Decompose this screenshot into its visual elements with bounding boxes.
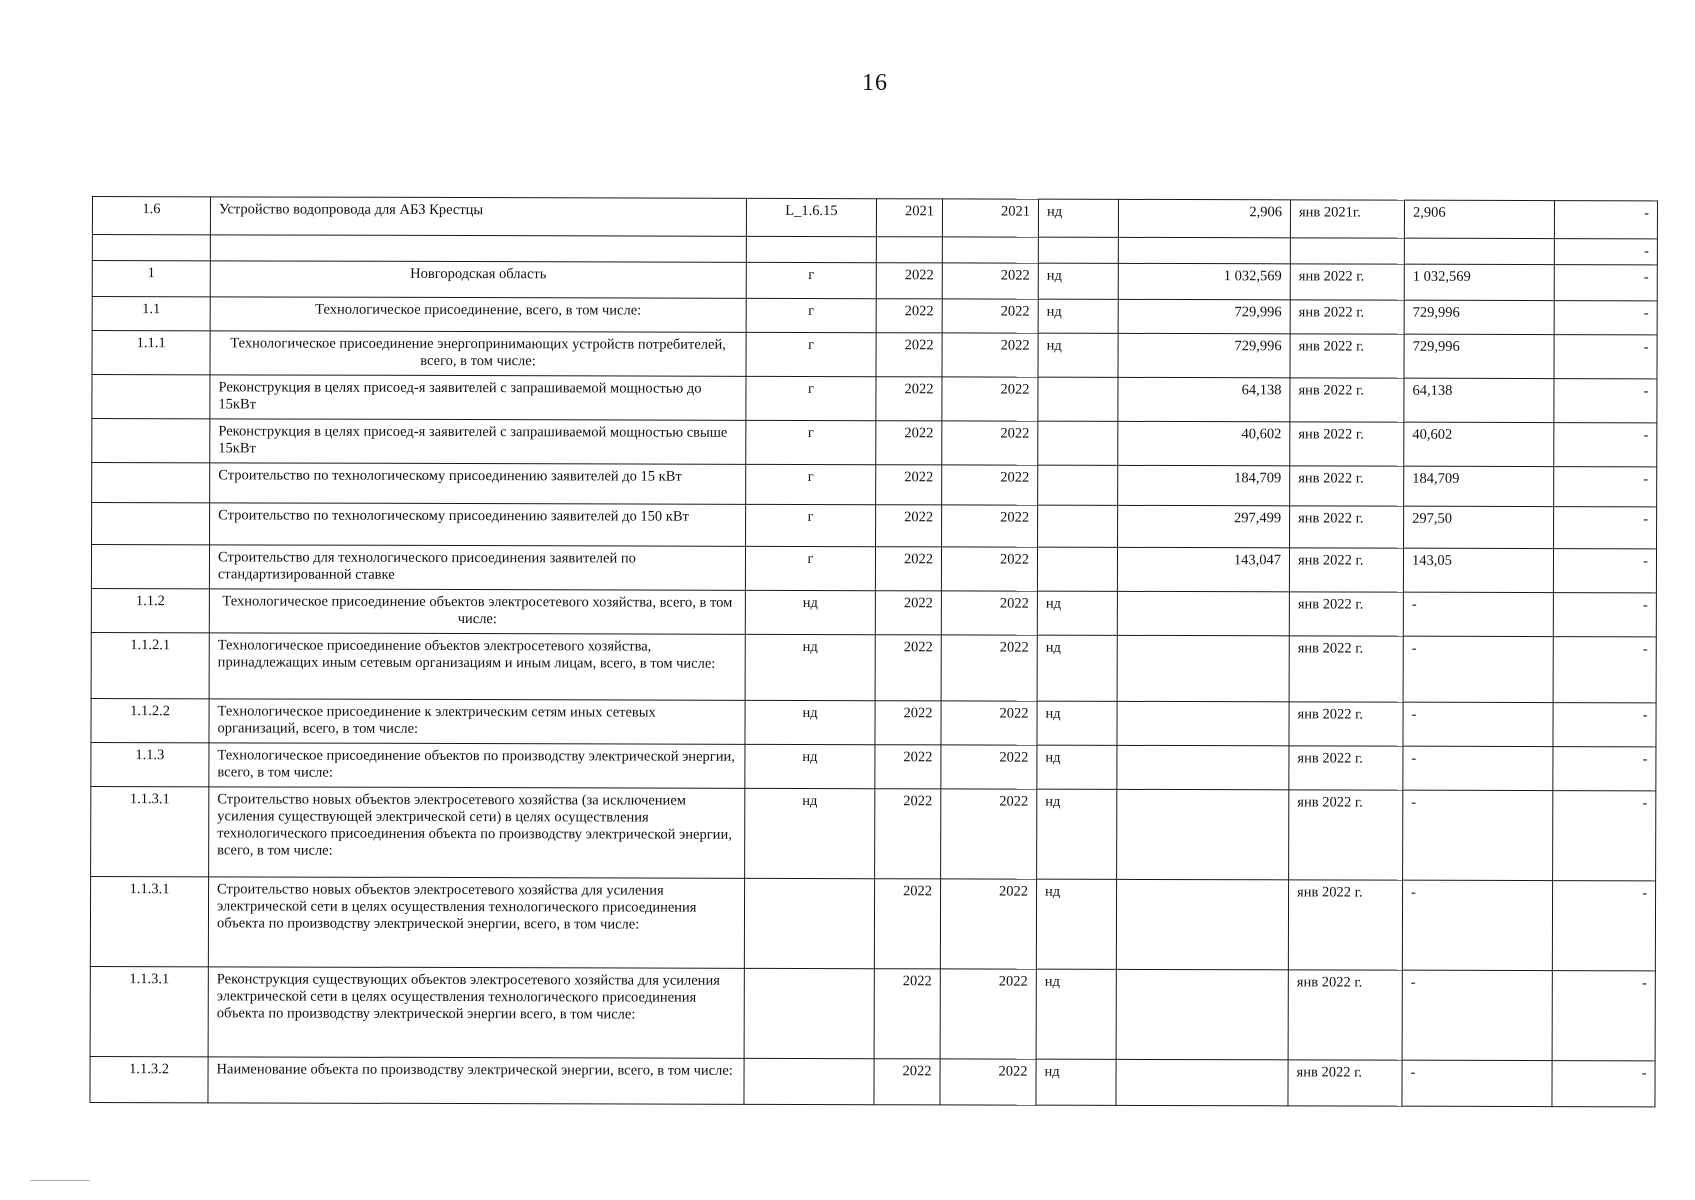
item-number-cell	[92, 463, 210, 503]
project-code-cell: г	[746, 332, 876, 376]
table-row	[92, 331, 1657, 379]
project-code-cell: нд	[745, 788, 875, 878]
end-year-cell: 2022	[940, 969, 1036, 1059]
value-cell	[1117, 591, 1289, 635]
price-date-cell	[1290, 238, 1404, 264]
start-year-cell: 2022	[875, 701, 941, 745]
value-cell	[1118, 237, 1290, 263]
end-year-cell: 2022	[941, 701, 1037, 745]
price-date-cell: янв 2022 г.	[1289, 636, 1403, 702]
item-number-cell: 1.1.2.1	[91, 632, 209, 698]
item-number-cell	[91, 545, 209, 589]
start-year-cell: 2022	[876, 465, 942, 505]
value-cell	[1116, 1059, 1288, 1105]
project-code-cell	[746, 236, 876, 262]
remaining-cell: -	[1552, 881, 1655, 971]
end-year-cell: 2022	[942, 263, 1038, 299]
item-number-cell: 1.1.3.1	[91, 786, 209, 876]
start-year-cell: 2022	[874, 1059, 940, 1105]
project-code-cell: г	[746, 376, 876, 420]
status-cell: нд	[1038, 263, 1118, 299]
end-year-cell: 2022	[942, 333, 1038, 377]
remaining-cell: -	[1554, 507, 1657, 549]
remaining-cell: -	[1553, 637, 1656, 703]
item-name-cell: Технологическое присоединение, всего, в том числе:	[210, 297, 746, 332]
status-cell: нд	[1038, 199, 1118, 237]
item-name-cell: Технологическое присоединение к электрическим сетям иных сетевых организаций, всего, в том числе:	[209, 699, 745, 744]
investment-table	[89, 196, 1658, 1107]
value-cell: 297,499	[1118, 505, 1290, 547]
end-year-cell: 2022	[942, 505, 1038, 547]
total-value-cell: -	[1402, 970, 1552, 1060]
remaining-cell: -	[1553, 593, 1656, 637]
total-value-cell: 297,50	[1404, 506, 1554, 548]
remaining-cell: -	[1554, 467, 1657, 507]
item-number-cell: 1.1.3.1	[90, 966, 208, 1056]
status-cell: нд	[1036, 969, 1116, 1059]
total-value-cell: 729,996	[1404, 300, 1554, 334]
status-cell: нд	[1038, 333, 1118, 377]
project-code-cell: г	[746, 262, 876, 298]
value-cell: 2,906	[1118, 199, 1290, 237]
start-year-cell: 2022	[876, 333, 942, 377]
end-year-cell: 2022	[940, 879, 1036, 969]
remaining-cell: -	[1554, 239, 1657, 265]
item-name-cell: Реконструкция в целях присоед-я заявителей с запрашиваемой мощностью свыше 15кВт	[210, 419, 746, 464]
total-value-cell: 184,709	[1404, 466, 1554, 506]
remaining-cell: -	[1554, 335, 1657, 379]
item-number-cell	[92, 235, 210, 261]
value-cell	[1116, 879, 1288, 969]
total-value-cell: -	[1402, 1060, 1552, 1106]
item-number-cell	[92, 419, 210, 463]
value-cell	[1117, 745, 1289, 789]
project-code-cell: г	[746, 298, 876, 332]
project-code-cell: нд	[745, 634, 875, 700]
start-year-cell: 2022	[876, 505, 942, 547]
remaining-cell: -	[1553, 549, 1656, 593]
item-number-cell: 1.6	[92, 197, 210, 235]
price-date-cell: янв 2022 г.	[1290, 422, 1404, 466]
item-name-cell: Строительство новых объектов электросетевого хозяйства для усиления электрической сети в целях осуществления технологического присоединения объекта по производству электрической энергии, всего, в том числе:	[208, 877, 744, 968]
item-name-cell: Технологическое присоединение объектов электросетевого хозяйства, всего, в том числе:	[209, 589, 745, 634]
item-name-cell: Строительство по технологическому присоединению заявителей до 150 кВт	[210, 503, 746, 546]
remaining-cell: -	[1554, 423, 1657, 467]
table-row	[90, 1056, 1655, 1106]
item-number-cell	[92, 503, 210, 545]
item-name-cell: Реконструкция в целях присоед-я заявителей с запрашиваемой мощностью до 15кВт	[210, 375, 746, 420]
value-cell: 729,996	[1118, 333, 1290, 377]
project-code-cell: г	[746, 464, 876, 504]
item-number-cell: 1	[92, 261, 210, 297]
status-cell: нд	[1037, 635, 1117, 701]
item-number-cell: 1.1.3.2	[90, 1056, 208, 1102]
item-name-cell: Строительство для технологического присоединения заявителей по стандартизированной ставке	[209, 545, 745, 590]
price-date-cell: янв 2022 г.	[1290, 264, 1404, 300]
remaining-cell: -	[1552, 1061, 1655, 1107]
start-year-cell: 2021	[876, 199, 942, 237]
start-year-cell: 2022	[875, 635, 941, 701]
total-value-cell: -	[1403, 746, 1553, 790]
page-number: 16	[862, 70, 888, 96]
start-year-cell: 2022	[874, 879, 940, 969]
total-value-cell: 143,05	[1403, 548, 1553, 592]
start-year-cell: 2022	[874, 969, 940, 1059]
project-code-cell: г	[746, 420, 876, 464]
total-value-cell: 64,138	[1404, 378, 1554, 422]
end-year-cell	[942, 237, 1038, 263]
item-number-cell: 1.1	[92, 297, 210, 331]
total-value-cell: 2,906	[1404, 200, 1554, 238]
project-code-cell: г	[746, 504, 876, 546]
status-cell: нд	[1036, 879, 1116, 969]
remaining-cell: -	[1554, 265, 1657, 301]
status-cell	[1037, 547, 1117, 591]
end-year-cell: 2022	[940, 1059, 1036, 1105]
total-value-cell	[1404, 238, 1554, 264]
value-cell: 64,138	[1118, 377, 1290, 421]
project-code-cell	[744, 968, 874, 1058]
remaining-cell: -	[1553, 747, 1656, 791]
table-row	[91, 588, 1656, 636]
end-year-cell: 2022	[942, 465, 1038, 505]
item-number-cell: 1.1.2.2	[91, 698, 209, 742]
project-code-cell	[744, 878, 874, 968]
end-year-cell: 2022	[942, 377, 1038, 421]
item-name-cell: Строительство новых объектов электросетевого хозяйства (за исключением усиления существующей электрической сети) в целях осуществления технологического присоединения объекта по производству электрической энергии, всего, в том числе:	[209, 787, 745, 878]
project-code-cell: нд	[745, 590, 875, 634]
remaining-cell: -	[1554, 201, 1657, 239]
item-name-cell: Технологическое присоединение объектов электросетевого хозяйства, принадлежащих иным сетевым организациям и иным лицам, всего, в том числе:	[209, 633, 745, 700]
table-row	[91, 786, 1656, 880]
start-year-cell	[876, 237, 942, 263]
start-year-cell: 2022	[875, 591, 941, 635]
item-number-cell: 1.1.3	[91, 742, 209, 786]
end-year-cell: 2022	[942, 421, 1038, 465]
table-row	[92, 197, 1657, 239]
price-date-cell: янв 2022 г.	[1288, 1060, 1402, 1106]
price-date-cell: янв 2022 г.	[1289, 548, 1403, 592]
value-cell	[1116, 969, 1288, 1059]
project-code-cell: г	[745, 546, 875, 590]
status-cell	[1038, 465, 1118, 505]
total-value-cell: 40,602	[1404, 422, 1554, 466]
end-year-cell: 2022	[941, 635, 1037, 701]
value-cell	[1117, 701, 1289, 745]
remaining-cell: -	[1553, 703, 1656, 747]
table-row	[92, 261, 1657, 301]
item-number-cell	[92, 375, 210, 419]
item-name-cell: Строительство по технологическому присоединению заявителей до 15 кВт	[210, 463, 746, 504]
start-year-cell: 2022	[875, 745, 941, 789]
total-value-cell: -	[1402, 880, 1552, 970]
status-cell: нд	[1037, 789, 1117, 879]
price-date-cell: янв 2022 г.	[1290, 378, 1404, 422]
status-cell: нд	[1037, 745, 1117, 789]
status-cell	[1038, 237, 1118, 263]
start-year-cell: 2022	[875, 789, 941, 879]
table-body	[90, 197, 1658, 1107]
table-row	[92, 375, 1657, 423]
project-code-cell: L_1.6.15	[746, 198, 876, 236]
item-number-cell: 1.1.3.1	[90, 876, 208, 966]
end-year-cell: 2022	[942, 299, 1038, 333]
item-name-cell: Технологическое присоединение объектов по производству электрической энергии, всего, в том числе:	[209, 743, 745, 788]
item-number-cell: 1.1.1	[92, 331, 210, 375]
value-cell: 143,047	[1117, 547, 1289, 591]
project-code-cell: нд	[745, 700, 875, 744]
table-row	[92, 503, 1657, 549]
status-cell: нд	[1037, 591, 1117, 635]
end-year-cell: 2022	[941, 745, 1037, 789]
value-cell: 40,602	[1118, 421, 1290, 465]
price-date-cell: янв 2022 г.	[1288, 970, 1402, 1060]
status-cell: нд	[1037, 701, 1117, 745]
table-row	[91, 742, 1656, 790]
table-row	[90, 966, 1655, 1060]
status-cell	[1038, 377, 1118, 421]
table-row	[92, 419, 1657, 467]
price-date-cell: янв 2022 г.	[1290, 334, 1404, 378]
table-row	[91, 698, 1656, 746]
item-name-cell: Технологическое присоединение энергопринимающих устройств потребителей, всего, в том числе:	[210, 331, 746, 376]
end-year-cell: 2022	[941, 591, 1037, 635]
start-year-cell: 2022	[876, 421, 942, 465]
remaining-cell: -	[1554, 379, 1657, 423]
item-name-cell: Наименование объекта по производству электрической энергии, всего, в том числе:	[208, 1057, 744, 1104]
total-value-cell: 1 032,569	[1404, 264, 1554, 300]
value-cell: 184,709	[1118, 465, 1290, 505]
total-value-cell: -	[1403, 592, 1553, 636]
total-value-cell: -	[1403, 636, 1553, 702]
table-row	[90, 876, 1655, 970]
end-year-cell: 2021	[942, 199, 1038, 237]
scan-artifact	[30, 1180, 90, 1181]
end-year-cell: 2022	[941, 547, 1037, 591]
item-name-cell: Новгородская область	[210, 261, 746, 298]
remaining-cell: -	[1552, 971, 1655, 1061]
status-cell	[1038, 505, 1118, 547]
price-date-cell: янв 2022 г.	[1289, 592, 1403, 636]
total-value-cell: -	[1403, 790, 1553, 880]
start-year-cell: 2022	[876, 377, 942, 421]
item-name-cell: Устройство водопровода для АБЗ Крестцы	[210, 197, 746, 236]
start-year-cell: 2022	[875, 547, 941, 591]
value-cell	[1117, 789, 1289, 879]
total-value-cell: 729,996	[1404, 334, 1554, 378]
value-cell: 729,996	[1118, 299, 1290, 333]
status-cell	[1038, 421, 1118, 465]
item-name-cell: Реконструкция существующих объектов электросетевого хозяйства для усиления электрической сети в целях осуществления технологического присоединения объекта по производству электрической энергии всего, в том числе:	[208, 967, 744, 1058]
remaining-cell: -	[1553, 791, 1656, 881]
table-row	[91, 632, 1656, 702]
price-date-cell: янв 2021г.	[1290, 200, 1404, 238]
price-date-cell: янв 2022 г.	[1290, 466, 1404, 506]
value-cell: 1 032,569	[1118, 263, 1290, 299]
price-date-cell: янв 2022 г.	[1290, 300, 1404, 334]
start-year-cell: 2022	[876, 299, 942, 333]
table-row	[92, 463, 1657, 507]
value-cell	[1117, 635, 1289, 701]
start-year-cell: 2022	[876, 263, 942, 299]
price-date-cell: янв 2022 г.	[1289, 702, 1403, 746]
remaining-cell: -	[1554, 301, 1657, 335]
table-row	[91, 545, 1656, 593]
price-date-cell: янв 2022 г.	[1289, 790, 1403, 880]
item-name-cell	[210, 235, 746, 262]
project-code-cell	[744, 1058, 874, 1104]
status-cell: нд	[1036, 1059, 1116, 1105]
price-date-cell: янв 2022 г.	[1290, 506, 1404, 548]
total-value-cell: -	[1403, 702, 1553, 746]
project-code-cell: нд	[745, 744, 875, 788]
end-year-cell: 2022	[941, 789, 1037, 879]
item-number-cell: 1.1.2	[91, 588, 209, 632]
status-cell: нд	[1038, 299, 1118, 333]
price-date-cell: янв 2022 г.	[1289, 746, 1403, 790]
table-row	[92, 297, 1657, 335]
price-date-cell: янв 2022 г.	[1288, 880, 1402, 970]
